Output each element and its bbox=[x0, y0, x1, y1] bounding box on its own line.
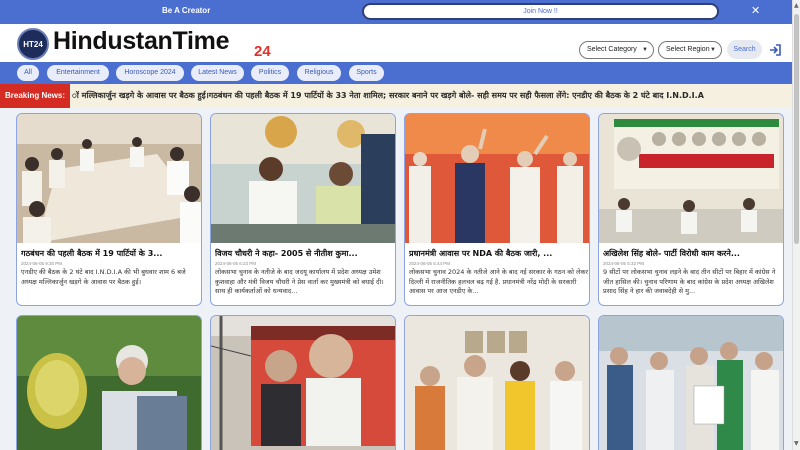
news-thumbnail[interactable] bbox=[17, 114, 202, 243]
category-nav bbox=[0, 62, 792, 84]
logo-text[interactable]: HindustanTime bbox=[53, 27, 230, 55]
news-card[interactable] bbox=[598, 113, 784, 306]
nav-item-latest-news[interactable]: Latest News bbox=[191, 65, 244, 81]
scrollbar-thumb[interactable] bbox=[794, 14, 799, 244]
news-thumbnail[interactable] bbox=[599, 316, 784, 450]
news-title[interactable]: प्रधानमंत्री आवास पर NDA की बैठक जारी, ... bbox=[409, 249, 553, 258]
region-select[interactable] bbox=[658, 41, 722, 59]
news-excerpt: 9 सीटों पर लोकसभा चुनाव लड़ने के बाद तीन सीटों पर बिहार में कांग्रेस ने जीत हासिल की। चुनाव परिणाम के बाद कांग्रेस के प्रदेश अध्यक्ष अखिलेश प्रसाद सिंह ने हार की जवाबदेही से मु... bbox=[603, 268, 776, 295]
logo-badge[interactable] bbox=[17, 28, 49, 60]
nav-item-horoscope[interactable]: Horoscope 2024 bbox=[116, 65, 184, 81]
nav-item-sports[interactable]: Sports bbox=[349, 65, 384, 81]
news-thumbnail[interactable] bbox=[211, 316, 396, 450]
news-excerpt: एनडीए की बैठक के 2 घंटे बाद I.N.D.I.A की भी बुधवार शाम 6 बजे अध्यक्ष मल्लिकार्जुन खड़गे के आवास पर बैठक हुई। bbox=[21, 268, 186, 286]
nav-item-politics[interactable]: Politics bbox=[251, 65, 289, 81]
news-card[interactable] bbox=[16, 113, 202, 306]
join-now-button[interactable]: Join Now !! bbox=[362, 3, 719, 20]
breaking-news-label: Breaking News: bbox=[0, 84, 70, 108]
news-date: 2024-06-05 9:30 PM bbox=[21, 261, 63, 266]
news-thumbnail[interactable] bbox=[405, 114, 590, 243]
scroll-down-icon[interactable]: ▼ bbox=[794, 440, 799, 447]
news-title[interactable]: गठबंधन की पहली बैठक में 19 पार्टियों के 3... bbox=[21, 249, 163, 258]
news-thumbnail[interactable] bbox=[599, 114, 784, 243]
page-scrollbar[interactable] bbox=[792, 0, 800, 450]
chevron-down-icon: ▼ bbox=[710, 47, 716, 53]
category-select[interactable] bbox=[579, 41, 654, 59]
login-icon[interactable] bbox=[768, 43, 782, 57]
site-header bbox=[0, 24, 792, 62]
news-card[interactable] bbox=[404, 315, 590, 450]
promo-bar bbox=[0, 0, 792, 24]
scroll-up-icon[interactable]: ▲ bbox=[794, 2, 799, 9]
region-select-value: Select Region bbox=[666, 46, 710, 53]
news-card[interactable] bbox=[210, 315, 396, 450]
news-card[interactable] bbox=[16, 315, 202, 450]
news-card[interactable] bbox=[598, 315, 784, 450]
close-icon[interactable]: ✕ bbox=[751, 4, 761, 17]
news-card[interactable] bbox=[210, 113, 396, 306]
news-date: 2024-06-05 6:23 PM bbox=[215, 261, 257, 266]
news-title[interactable]: अखिलेश सिंह बोले- पार्टी विरोधी काम करने... bbox=[603, 249, 740, 258]
news-card[interactable] bbox=[404, 113, 590, 306]
news-thumbnail[interactable] bbox=[405, 316, 590, 450]
breaking-news-ticker[interactable]: ॉ मल्लिकार्जुन खड़गे के आवास पर बैठक हुई।गठबंधन की पहली बैठक में 19 पार्टियों के 33 नेता शामिल; सरकार बनाने पर खड़गे बोले- सही समय पर सही फैसला लेंगे: एनडीए की बैठक के 2 घंटे बाद I.N.D.I.A bbox=[72, 91, 704, 100]
chevron-down-icon: ▼ bbox=[642, 47, 648, 53]
nav-item-all[interactable]: All bbox=[17, 65, 39, 81]
logo-badge-text: HT24 bbox=[23, 40, 43, 49]
breaking-news-bar bbox=[0, 84, 792, 108]
be-a-creator-link[interactable]: Be A Creator bbox=[162, 6, 211, 15]
news-thumbnail[interactable] bbox=[17, 316, 202, 450]
nav-item-entertainment[interactable]: Entertainment bbox=[47, 65, 109, 81]
nav-item-religious[interactable]: Religious bbox=[297, 65, 341, 81]
category-select-value: Select Category bbox=[587, 46, 637, 53]
search-button[interactable]: Search bbox=[727, 40, 762, 59]
news-date: 2024-06-05 5:44 PM bbox=[409, 261, 451, 266]
news-date: 2024-06-05 5:32 PM bbox=[603, 261, 645, 266]
news-title[interactable]: विजय चौधरी ने कहा- 2005 से नीतीश कुमा... bbox=[215, 249, 358, 258]
news-thumbnail[interactable] bbox=[211, 114, 396, 243]
logo-number: 24 bbox=[254, 43, 271, 60]
news-excerpt: लोकसभा चुनाव 2024 के नतीजे आने के बाद नई सरकार के गठन को लेकर दिल्ली में राजनीतिक हलचल बढ़ गई है. प्रधानमंत्री नरेंद्र मोदी के सरकारी आवास पर आज एनडीए के... bbox=[409, 268, 589, 295]
news-excerpt: लोकसभा चुनाव के नतीजे के बाद जदयू कार्यालय में प्रदेश अध्यक्ष उमेश कुशवाहा और मंत्री विजय चौधरी ने प्रेस वार्ता कर मुख्यमंत्री को बधाई दी। साथ ही कार्यकर्ताओं को धन्यवाद... bbox=[215, 268, 384, 295]
